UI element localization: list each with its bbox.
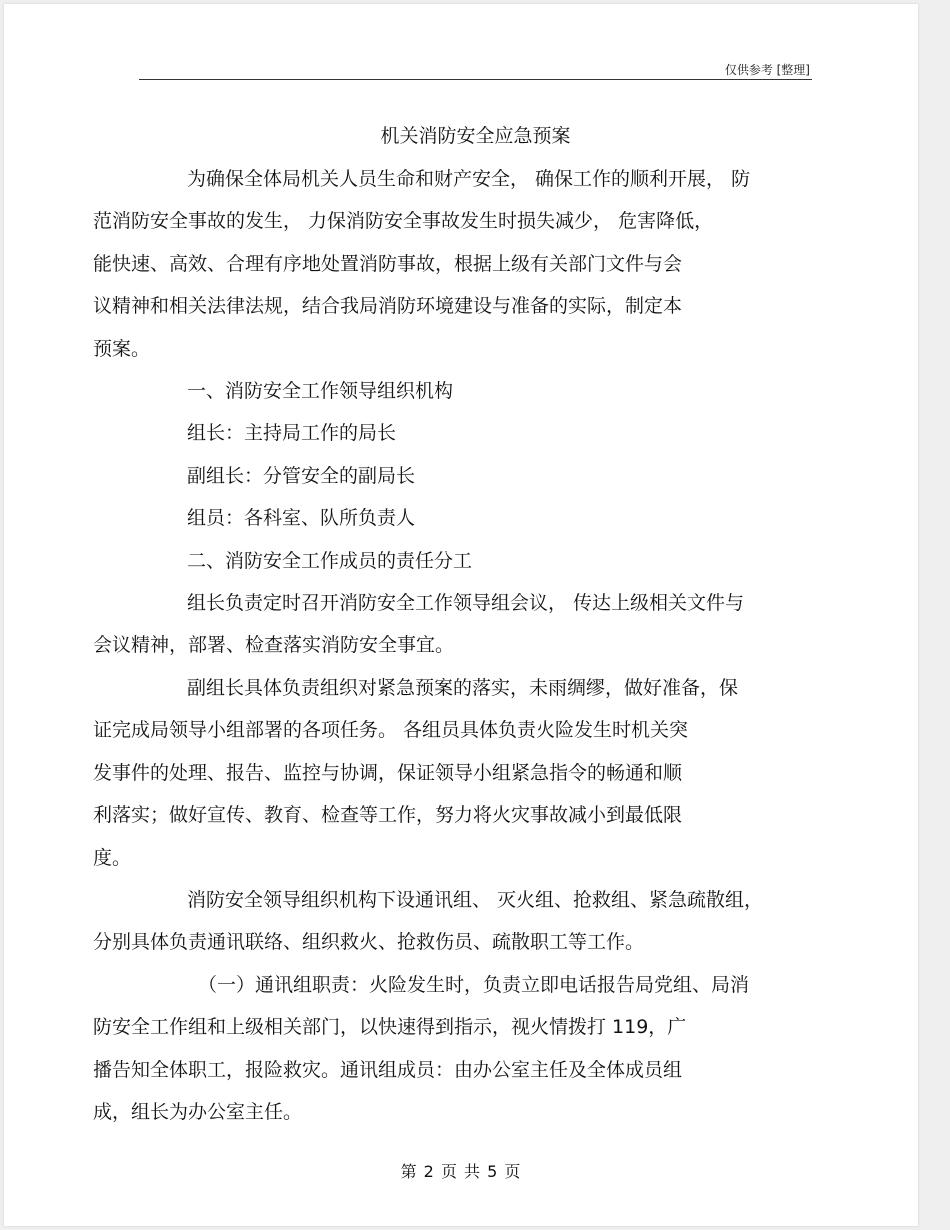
text-line: 会议精神，部署、检查落实消防安全事宜。 (93, 634, 455, 657)
document-body (93, 158, 812, 1133)
text-line: 度。 (93, 846, 132, 869)
text-line: 一、消防安全工作领导组织机构 (187, 380, 454, 403)
paragraph-communication-group (93, 964, 812, 1134)
paragraph-deputy-leader (140, 455, 812, 497)
paragraph-deputy-duties (93, 667, 812, 879)
paragraph-leader (140, 412, 812, 454)
text-line: 二、消防安全工作成员的责任分工 (187, 549, 473, 572)
section-heading-1 (140, 370, 812, 412)
text-line: 能快速、高效、合理有序地处置消防事故，根据上级有关部门文件与会 (93, 252, 683, 275)
text-line: 发事件的处理、报告、监控与协调，保证领导小组紧急指令的畅通和顺 (93, 761, 683, 784)
text-line: 组长：主持局工作的局长 (187, 422, 397, 445)
text-line: 组员：各科室、队所负责人 (187, 507, 416, 530)
page-footer: 第 2 页 共 5 页 (400, 1162, 522, 1181)
header-rule (139, 79, 812, 80)
text-line: 播告知全体职工，报险救灾。通讯组成员：由办公室主任及全体成员组 (93, 1058, 683, 1081)
text-line: （一）通讯组职责：火险发生时，负责立即电话报告局党组、局消 (198, 973, 750, 996)
text-line: 为确保全体局机关人员生命和财产安全， 确保工作的顺利开展， 防 (187, 168, 751, 190)
paragraph-members (140, 497, 812, 539)
text-line: 副组长具体负责组织对紧急预案的落实，未雨绸缪，做好准备，保 (187, 676, 739, 699)
text-line: 证完成局领导小组部署的各项任务。 各组员具体负责火险发生时机关突 (93, 719, 689, 742)
text-line: 范消防安全事故的发生， 力保消防安全事故发生时损失减少， 危害降低， (93, 210, 714, 233)
document-title: 机关消防安全应急预案 (380, 125, 571, 147)
text-line: 副组长：分管安全的副局长 (187, 464, 416, 487)
section-heading-2 (140, 540, 812, 582)
header-note: 仅供参考 [整理] (724, 63, 810, 77)
text-line: 分别具体负责通讯联络、组织救火、抢救伤员、疏散职工等工作。 (93, 931, 645, 954)
text-line: 议精神和相关法律法规，结合我局消防环境建设与准备的实际，制定本 (93, 295, 683, 318)
text-line: 成，组长为办公室主任。 (93, 1100, 303, 1123)
document-page (4, 4, 918, 1226)
paragraph-leader-duties (93, 582, 812, 667)
text-line: 防安全工作组和上级相关部门，以快速得到指示，视火情拨打 119，广 (93, 1016, 687, 1039)
paragraph-intro (93, 158, 812, 370)
text-line: 消防安全领导组织机构下设通讯组、 灭火组、抢救组、紧急疏散组， (187, 888, 764, 911)
text-line: 组长负责定时召开消防安全工作领导组会议， 传达上级相关文件与 (187, 592, 745, 615)
text-line: 利落实；做好宣传、教育、检查等工作，努力将火灾事故减小到最低限 (93, 804, 683, 827)
paragraph-subgroups (93, 879, 812, 964)
text-line: 预案。 (93, 337, 151, 360)
